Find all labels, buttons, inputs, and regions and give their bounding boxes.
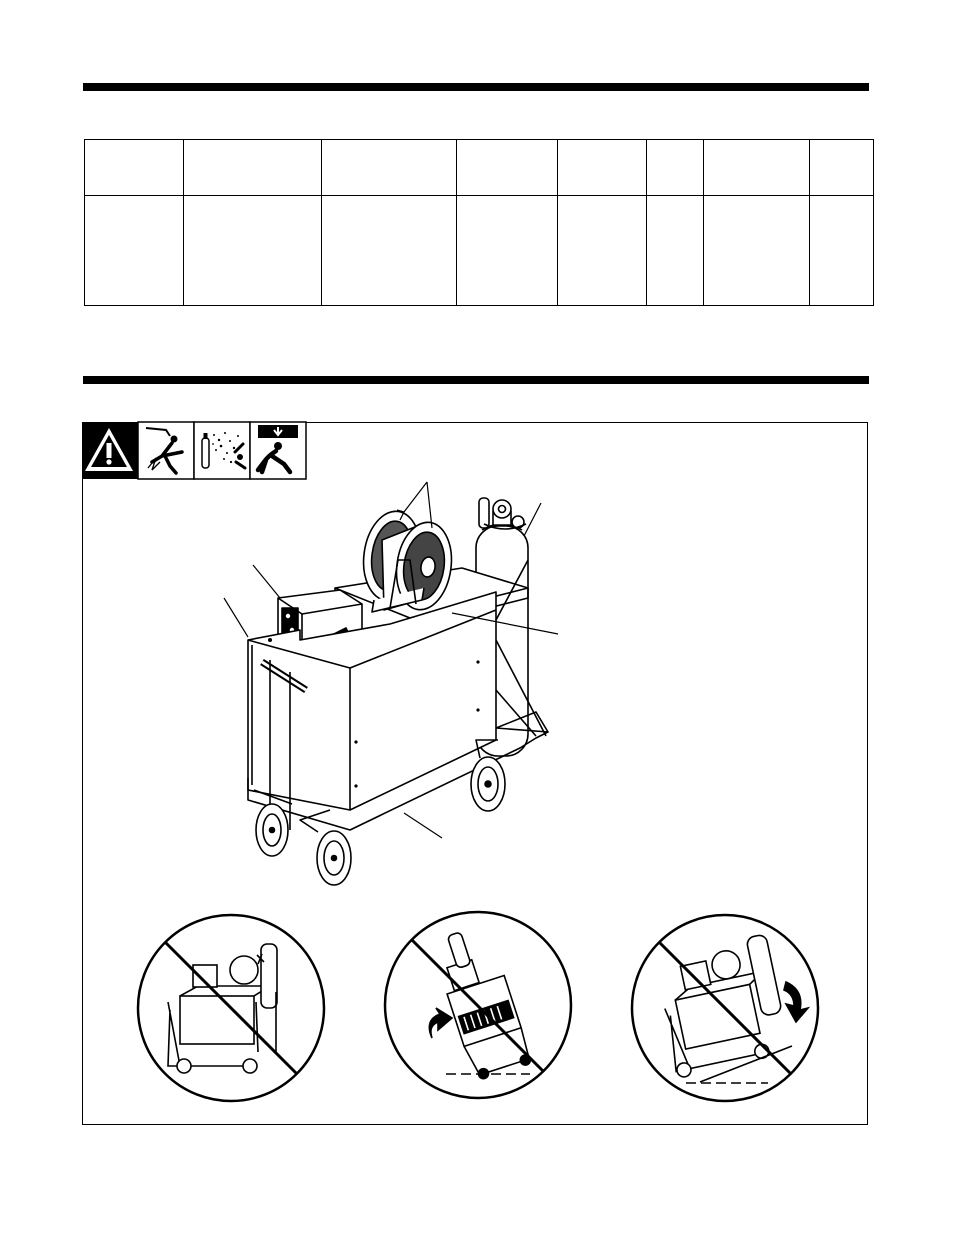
improper-use-panels (138, 912, 818, 1101)
wheel-front-left (256, 804, 288, 856)
tipping-forward-icon (385, 912, 571, 1098)
wheel-front-right (300, 810, 351, 885)
cart-illustration (224, 482, 558, 885)
warning-strip (82, 422, 306, 479)
cylinder-too-high-icon (138, 915, 324, 1101)
fumes-gases-icon (194, 422, 250, 479)
tipping-on-slope-icon (632, 915, 818, 1101)
falling-equipment-icon (250, 422, 306, 479)
electric-shock-icon (138, 422, 194, 479)
